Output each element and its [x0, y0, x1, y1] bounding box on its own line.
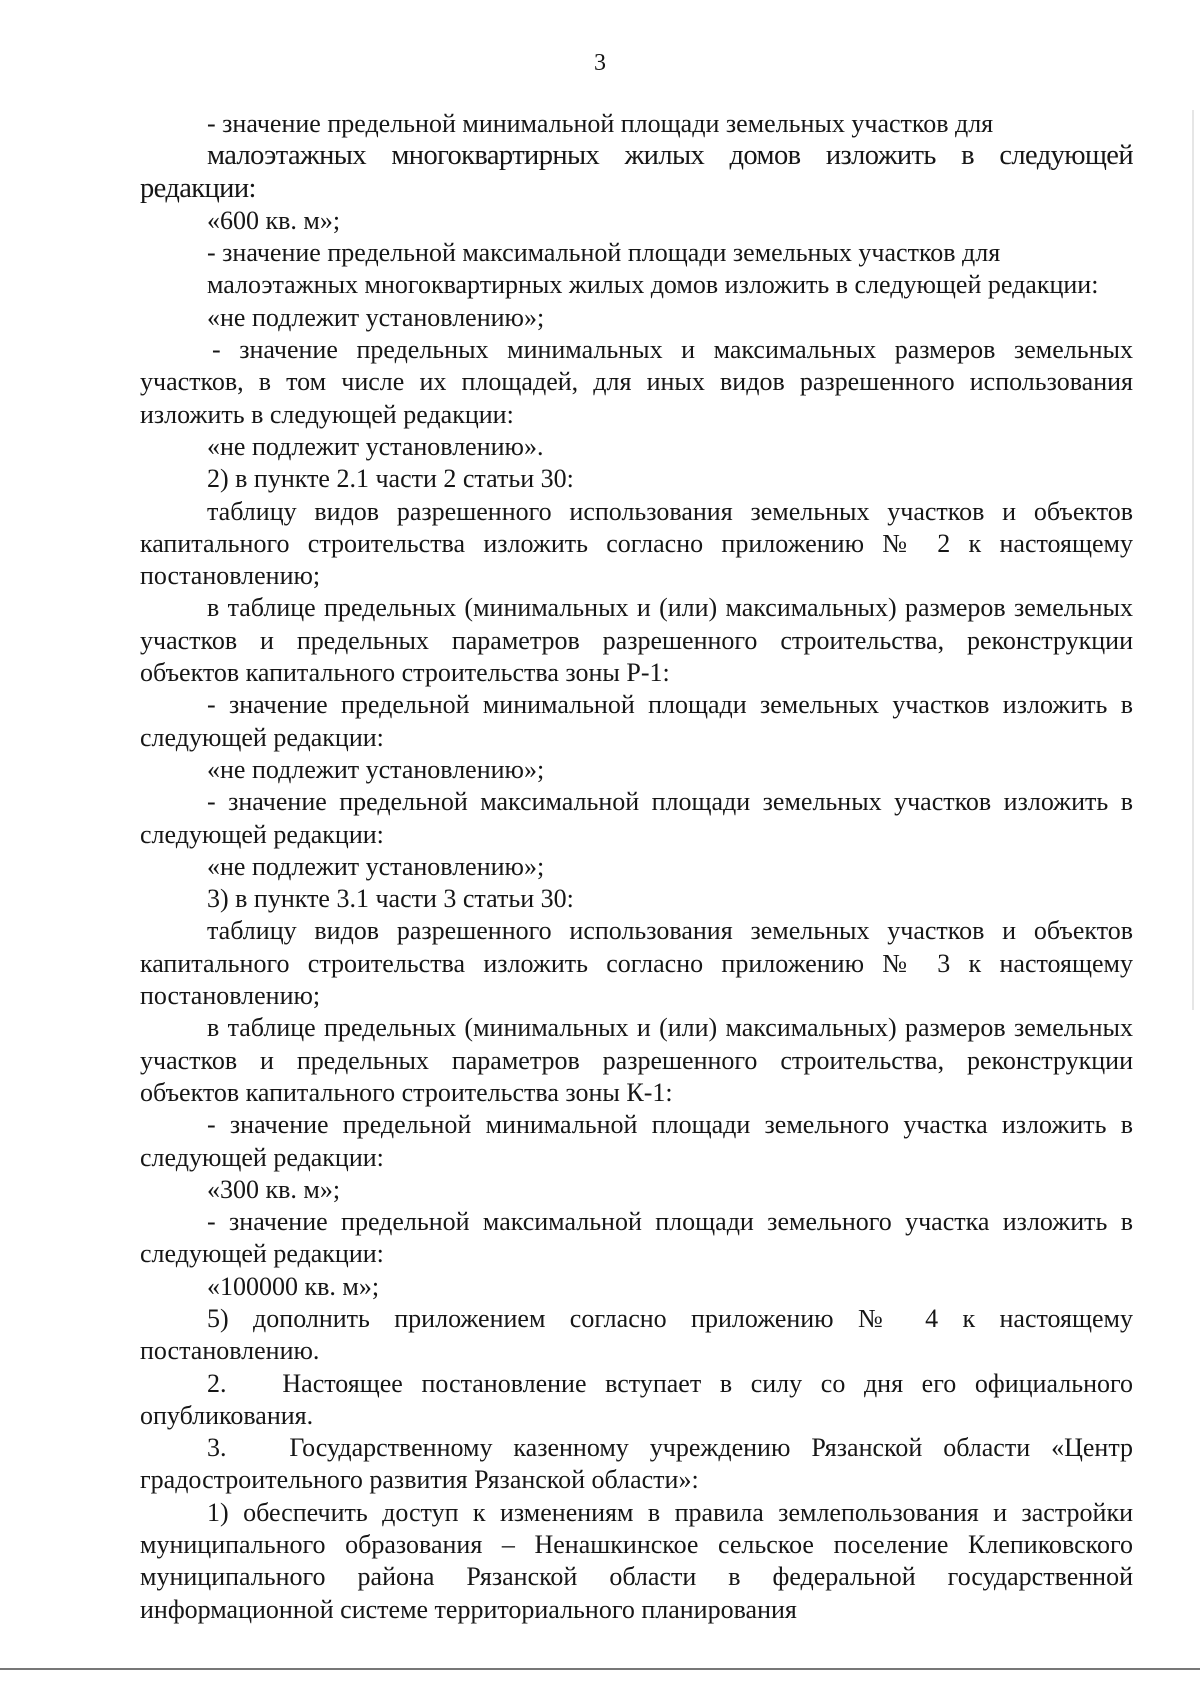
paragraph-zone-k1: в таблице предельных (минимальных и (или) максимальных) размеров земельных участков и предельных параметров разрешенного строительства, реконструкции объектов капитального строительства зоны К-1:: [140, 1013, 1133, 1107]
value-100000: «100000 кв. м»;: [207, 1271, 380, 1301]
clause-2-entry-into-force: 2. Настоящее постановление вступает в силу со дня его официального опубликования.: [140, 1368, 1133, 1430]
clause-3-item-1: 1) обеспечить доступ к изменениям в правила землепользования и застройки муниципального образования – Ненашкинское сельское поселение Клепиковского муниципального района Рязанской области в федеральной государственной информационной системе территориального планирования: [140, 1497, 1133, 1624]
paragraph-line: малоэтажных многоквартирных жилых домов изложить в следующей редакции:: [207, 270, 1099, 300]
paragraph-line: малоэтажных многоквартирных жилых домов изложить в следующей редакции:: [140, 140, 1133, 204]
value-not-established: «не подлежит установлению».: [207, 431, 544, 461]
paragraph-max-area-multiapartment: [140, 237, 1133, 302]
paragraph-line: - значение предельной максимальной площади земельных участков для: [207, 238, 1001, 268]
page-number: 3: [594, 50, 606, 76]
clause-3-institution: 3. Государственному казенному учреждению Рязанской области «Центр градостроительного развития Рязанской области»:: [140, 1433, 1133, 1495]
paragraph-other-uses: - значение предельных минимальных и максимальных размеров земельных участков, в том числе их площадей, для иных видов разрешенного использования изложить в следующей редакции:: [140, 335, 1133, 429]
paragraph-k1-min-area: - значение предельной минимальной площади земельного участка изложить в следующей редакции:: [140, 1110, 1133, 1172]
paragraph-table-appendix-2: таблицу видов разрешенного использования земельных участков и объектов капитального строительства изложить согласно приложению № 2 к настоящему постановлению;: [140, 496, 1133, 591]
value-300: «300 кв. м»;: [207, 1174, 341, 1204]
paragraph-r1-min-area: - значение предельной минимальной площади земельных участков изложить в следующей редакции:: [140, 690, 1133, 752]
paragraph-r1-max-area: - значение предельной максимальной площади земельных участков изложить в следующей редакции:: [140, 787, 1133, 849]
value-600: «600 кв. м»;: [207, 205, 341, 235]
document-body: [140, 108, 1133, 1626]
paragraph-zone-r1: в таблице предельных (минимальных и (или) максимальных) размеров земельных участков и предельных параметров разрешенного строительства, реконструкции объектов капитального строительства зоны Р-1:: [140, 593, 1133, 688]
paragraph-line: - значение предельной минимальной площади земельных участков для: [207, 109, 994, 138]
page-bottom-edge: [0, 1668, 1200, 1670]
paragraph-k1-max-area: - значение предельной максимальной площади земельного участка изложить в следующей редакции:: [140, 1207, 1133, 1269]
paragraph-table-appendix-3: таблицу видов разрешенного использования земельных участков и объектов капитального строительства изложить согласно приложению № 3 к настоящему постановлению;: [140, 916, 1133, 1011]
item-3-heading: 3) в пункте 3.1 части 3 статьи 30:: [207, 884, 574, 914]
value-not-established: «не подлежит установлению»;: [207, 851, 545, 881]
item-2-heading: 2) в пункте 2.1 части 2 статьи 30:: [207, 464, 574, 494]
value-not-established: «не подлежит установлению»;: [207, 754, 545, 784]
value-not-established: «не подлежит установлению»;: [207, 302, 545, 332]
item-5-appendix-4: 5) дополнить приложением согласно приложению № 4 к настоящему постановлению.: [140, 1303, 1133, 1366]
paragraph-min-area-multiapartment: [140, 108, 1133, 205]
scan-edge: [1192, 110, 1194, 1010]
